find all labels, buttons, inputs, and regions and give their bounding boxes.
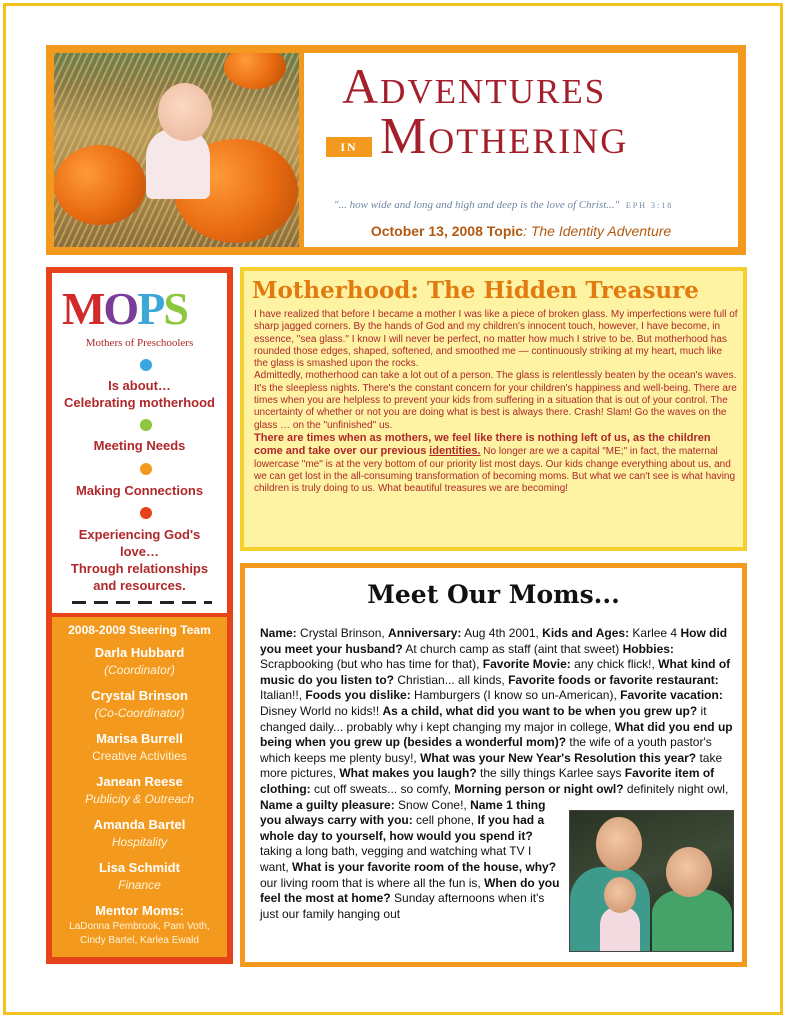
profile-answer: the wife of a youth pastor's which keeps me plenty busy!,	[260, 735, 712, 765]
article-emphasis: There are times when as mothers, we feel like there is nothing left of us, as the children come and take over our previous	[254, 431, 711, 458]
profile-answer: Karlee 4	[629, 626, 681, 640]
profile-question: Hobbies:	[622, 641, 674, 656]
meet-our-moms-panel	[245, 568, 742, 962]
team-member-name: Crystal Brinson	[91, 688, 188, 703]
team-member-role: Finance	[118, 878, 161, 892]
dashed-divider	[72, 601, 212, 604]
profile-answer: Italian!!,	[260, 688, 306, 703]
baby-head	[158, 83, 212, 141]
photo-man-head	[596, 817, 642, 871]
topic-date: October 13, 2008 Topic	[370, 223, 524, 239]
smiley-orange-icon	[140, 463, 152, 475]
article-underline: identities.	[429, 445, 481, 458]
profile-answer: it changed daily... probably why i kept changing my major in college,	[260, 703, 707, 734]
sidebar-line: and resources.	[93, 578, 186, 593]
hidden-treasure-article	[240, 267, 747, 551]
profile-answer: Sunday afternoons when it's just our family hanging out	[260, 891, 545, 921]
photo-child-head	[604, 877, 636, 913]
sidebar-line: Is about…	[108, 378, 171, 393]
team-title: 2008-2009 Steering Team	[68, 623, 211, 637]
profile-question: Favorite Movie:	[482, 657, 571, 672]
profile-question: What makes you laugh?	[339, 766, 477, 781]
profile-answer: the silly things Karlee says	[476, 766, 625, 781]
sidebar-line: love…	[119, 544, 159, 559]
header-title-panel	[304, 53, 738, 247]
sidebar-line: Celebrating motherhood	[64, 395, 215, 410]
profile-question: What was your New Year's Resolution this year?	[420, 750, 697, 765]
profile-answer: Christian... all kinds,	[394, 672, 509, 687]
article-paragraph-rest: No longer are we a capital "ME;" in fact, the maternal lowercase "me" is at the very bottom of our priority list most days. Our kids change everything about us, and we can get lost in the all-consuming transformation of becoming moms. But what we can't see is what having children is truly doing to us. What beautiful treasures we are becoming!	[254, 446, 736, 495]
team-member-role: Publicity & Outreach	[85, 792, 194, 806]
mops-info-panel	[52, 273, 227, 613]
profile-answer: cell phone,	[412, 813, 478, 828]
pumpkin-left	[54, 145, 146, 225]
profile-answer: At church camp as staff (aint that sweet)	[402, 641, 623, 656]
sidebar-line: Through relationships	[70, 561, 209, 576]
profile-answer: Scrapbooking (but who has time for that),	[260, 657, 483, 672]
article-paragraph: Admittedly, motherhood can take a lot out of a person. The glass is relentlessly beaten by the ocean's waves. It's the sleepless nights. There's the constant concern for your children's happiness and well-being. There are times when you are helpless to prevent your kids from suffering in a situation that is out of your control. The uncertainty of whether or not you are doing what is best is always there. Crash! Slam! Go the waves on the glass … on the "unfinished" us.	[254, 370, 737, 431]
article-paragraph	[254, 432, 738, 495]
masthead-title-line2: Mothering	[380, 108, 629, 165]
scripture-reference: EPH 3:18	[625, 201, 674, 210]
profile-question: Name 1 thing you always carry with you:	[260, 797, 546, 828]
photo-woman-shirt	[652, 889, 732, 951]
logo-letter-p: P	[137, 283, 164, 334]
photo-child-shirt	[600, 907, 640, 951]
masthead-title-line1: Adventures	[342, 58, 607, 114]
profile-answer: Crystal Brinson,	[296, 626, 389, 640]
profile-question: Favorite item of clothing:	[260, 766, 715, 796]
sidebar-item-about	[52, 377, 227, 411]
scripture-quote	[334, 199, 734, 211]
profile-question: Morning person or night owl?	[454, 781, 624, 796]
profile-question: How did you meet your husband?	[260, 626, 728, 656]
profile-answer: cut off sweats... so comfy,	[310, 781, 455, 796]
team-member-role: Creative Activities	[92, 749, 187, 763]
profile-question: Foods you dislike:	[305, 688, 411, 703]
profile-answer: Aug 4th 2001,	[461, 626, 543, 640]
profile-question: What kind of music do you listen to?	[260, 657, 731, 687]
topic-line	[304, 223, 738, 239]
smiley-red-icon	[140, 507, 152, 519]
mentor-moms-line: LaDonna Pembrook, Pam Voth,	[69, 921, 210, 932]
profile-question: Kids and Ages:	[542, 626, 630, 640]
team-member-name: Janean Reese	[96, 774, 183, 789]
sidebar-line: Making Connections	[75, 483, 204, 498]
article-title: Motherhood: The Hidden Treasure	[252, 277, 699, 304]
team-member-name: Marisa Burrell	[96, 731, 183, 746]
profile-answer: Hamburgers (I know so un-American),	[410, 688, 621, 703]
profile-question: As a child, what did you want to be when you grew up?	[382, 703, 698, 718]
profile-answer: our living room that is where all the fun is,	[260, 875, 485, 890]
team-member-role: Hospitality	[111, 835, 168, 849]
photo-woman-head	[666, 847, 712, 897]
profile-question: What is your favorite room of the house, why?	[292, 859, 557, 874]
mom-profile	[260, 626, 734, 952]
team-member-role: (Co-Coordinator)	[94, 706, 185, 720]
profile-question: Anniversary:	[388, 626, 462, 640]
profile-question: If you had a whole day to yourself, how would you spend it?	[260, 813, 545, 843]
masthead-title-in: IN	[326, 137, 372, 157]
logo-letter-m: M	[62, 283, 104, 334]
team-member-name: Amanda Bartel	[93, 817, 186, 832]
smiley-green-icon	[140, 419, 152, 431]
profile-answer: take more pictures,	[260, 750, 723, 781]
topic-name: : The Identity Adventure	[523, 223, 672, 239]
profile-question: When do you feel the most at home?	[260, 875, 560, 906]
smiley-blue-icon	[140, 359, 152, 371]
sidebar-line: Meeting Needs	[93, 438, 186, 453]
profile-question: Favorite foods or favorite restaurant:	[508, 672, 719, 687]
team-member-name: Lisa Schmidt	[99, 860, 180, 875]
profile-answer: Snow Cone!,	[394, 797, 471, 812]
sidebar-item-experiencing	[52, 526, 227, 594]
newsletter-header	[46, 45, 746, 255]
sidebar-item-connections	[52, 482, 227, 499]
team-member-name: Darla Hubbard	[94, 645, 185, 660]
logo-letter-o: O	[103, 283, 138, 334]
profile-answer: Disney World no kids!!	[260, 703, 383, 718]
article-paragraph: I have realized that before I became a mother I was like a piece of broken glass. My imperfections were full of sharp jagged corners. By the hands of God and my children's innocent touch, however, I have become, in essence, "sea glass." I know I will never be perfect, no matter how much I strive to be. But motherhood has rounded those edges, shaped, softened, and smoothed me — continuously striking at my heart, much like the glass is smashed upon the rocks.	[254, 309, 738, 370]
profile-answer: any chick flick!,	[570, 657, 659, 672]
article-panel	[244, 271, 743, 547]
logo-letter-s: S	[163, 283, 187, 334]
profile-answer: definitely night owl,	[623, 781, 729, 796]
sidebar-item-needs	[52, 437, 227, 454]
family-photo	[569, 810, 734, 952]
scripture-quote-text: "... how wide and long and high and deep is the love of Christ..."	[334, 199, 620, 211]
profile-question: Name a guilty pleasure:	[260, 797, 395, 812]
steering-team-panel	[52, 617, 227, 957]
profile-question: Name:	[260, 626, 297, 640]
mops-logo	[62, 281, 222, 337]
team-member-role: (Coordinator)	[104, 663, 175, 677]
profile-question: Favorite vacation:	[620, 688, 723, 703]
moms-section-title: Meet Our Moms...	[367, 580, 620, 609]
mops-sidebar	[46, 267, 233, 964]
header-photo-baby-pumpkins	[54, 53, 299, 247]
mentor-moms-line: Cindy Bartel, Karlea Ewald	[80, 935, 199, 946]
mentor-moms-title: Mentor Moms:	[95, 903, 184, 918]
mops-subtitle: Mothers of Preschoolers	[85, 337, 194, 349]
profile-question: What did you end up being when you grew up (besides a wonderful mom)?	[260, 719, 733, 750]
article-body	[254, 309, 738, 495]
profile-answer: taking a long bath, vegging and watching what TV I want,	[260, 844, 532, 874]
meet-our-moms-section	[240, 563, 747, 967]
sidebar-line: Experiencing God's	[78, 527, 201, 542]
